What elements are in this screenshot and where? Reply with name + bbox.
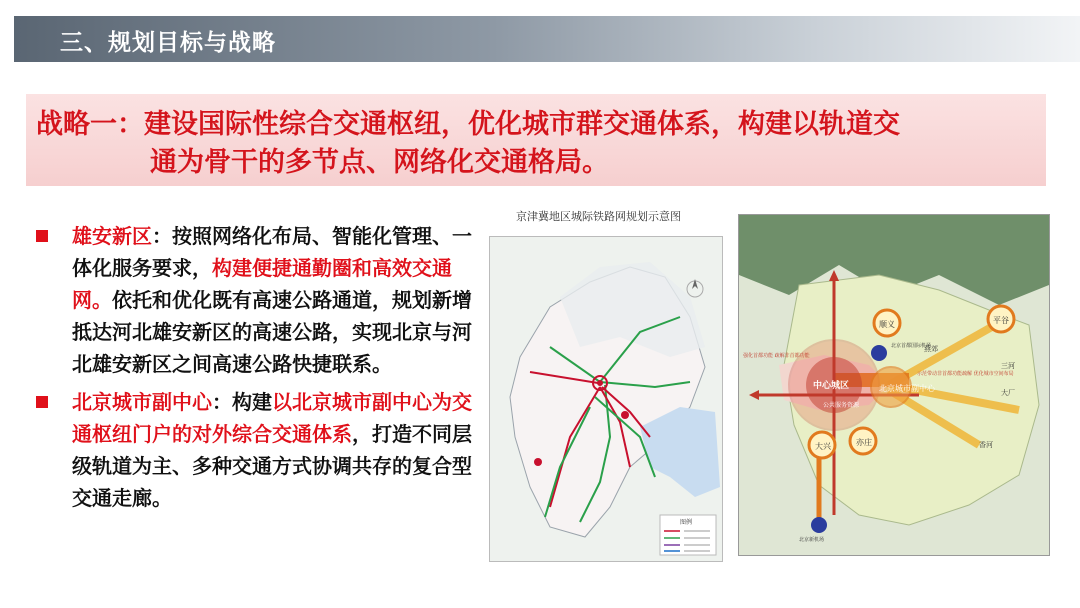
strategy-title-line1: 战略一：建设国际性综合交通枢纽，优化城市群交通体系，构建以轨道交 [36, 109, 900, 140]
svg-text:平谷: 平谷 [993, 316, 1009, 325]
square-bullet-icon [36, 230, 48, 242]
svg-text:大厂: 大厂 [1001, 389, 1015, 397]
item-title: 北京城市副中心 [72, 390, 212, 414]
map1-caption: 京津冀地区城际铁路网规划示意图 [516, 210, 681, 223]
svg-text:北京城市副中心: 北京城市副中心 [879, 384, 935, 393]
list-item-xiongan [36, 220, 476, 380]
strategy-title-line2: 通为骨干的多节点、网络化交通格局。 [150, 147, 609, 178]
page-title: 三、规划目标与战略 [60, 30, 276, 56]
svg-text:大兴: 大兴 [815, 442, 831, 451]
square-bullet-icon [36, 396, 48, 408]
svg-text:三河: 三河 [1001, 362, 1015, 370]
svg-text:顺义: 顺义 [879, 320, 895, 329]
item-highlight: 以北京城市副中心为交通枢纽门户的对外综合交通体系 [72, 390, 472, 446]
item-text: 依托和优化既有高速公路通道，规划新增抵达河北雄安新区的高速公路，实现北京与河北雄安新区之间高速公路快捷联系。 [72, 288, 472, 376]
svg-text:示范带动非首都功能疏解 优化城市空间布局: 示范带动非首都功能疏解 优化城市空间布局 [917, 371, 1014, 377]
svg-text:北京首都国际机场: 北京首都国际机场 [891, 343, 932, 349]
item-highlight: 构建便捷通勤圈和高效交通网。 [72, 256, 452, 312]
header-bar [14, 16, 1080, 62]
item-text: ：构建 [212, 390, 272, 414]
svg-text:香河: 香河 [979, 441, 993, 449]
svg-text:图例: 图例 [680, 519, 693, 526]
list-item-subcenter [36, 386, 476, 514]
svg-text:北京新机场: 北京新机场 [799, 537, 825, 543]
svg-text:公共服务资源: 公共服务资源 [823, 402, 860, 409]
svg-text:燕郊: 燕郊 [924, 345, 938, 353]
strategy-banner [26, 94, 1046, 186]
bullet-list [36, 220, 476, 520]
item-title: 雄安新区 [72, 224, 152, 248]
rail-network-map-graphic [490, 237, 722, 561]
item-text: ：按照网络化布局、智能化管理、一体化服务要求， [72, 224, 472, 280]
subcenter-structure-map-graphic [739, 215, 1049, 555]
svg-text:亦庄: 亦庄 [856, 438, 872, 447]
subcenter-structure-map [738, 214, 1050, 556]
item-text: ，打造不同层级轨道为主、多种交通方式协调共存的复合型交通走廊。 [72, 422, 472, 510]
rail-network-map [489, 236, 723, 562]
svg-text:中心城区: 中心城区 [813, 381, 850, 391]
svg-text:强化首都功能 疏解非首都功能: 强化首都功能 疏解非首都功能 [743, 353, 810, 359]
